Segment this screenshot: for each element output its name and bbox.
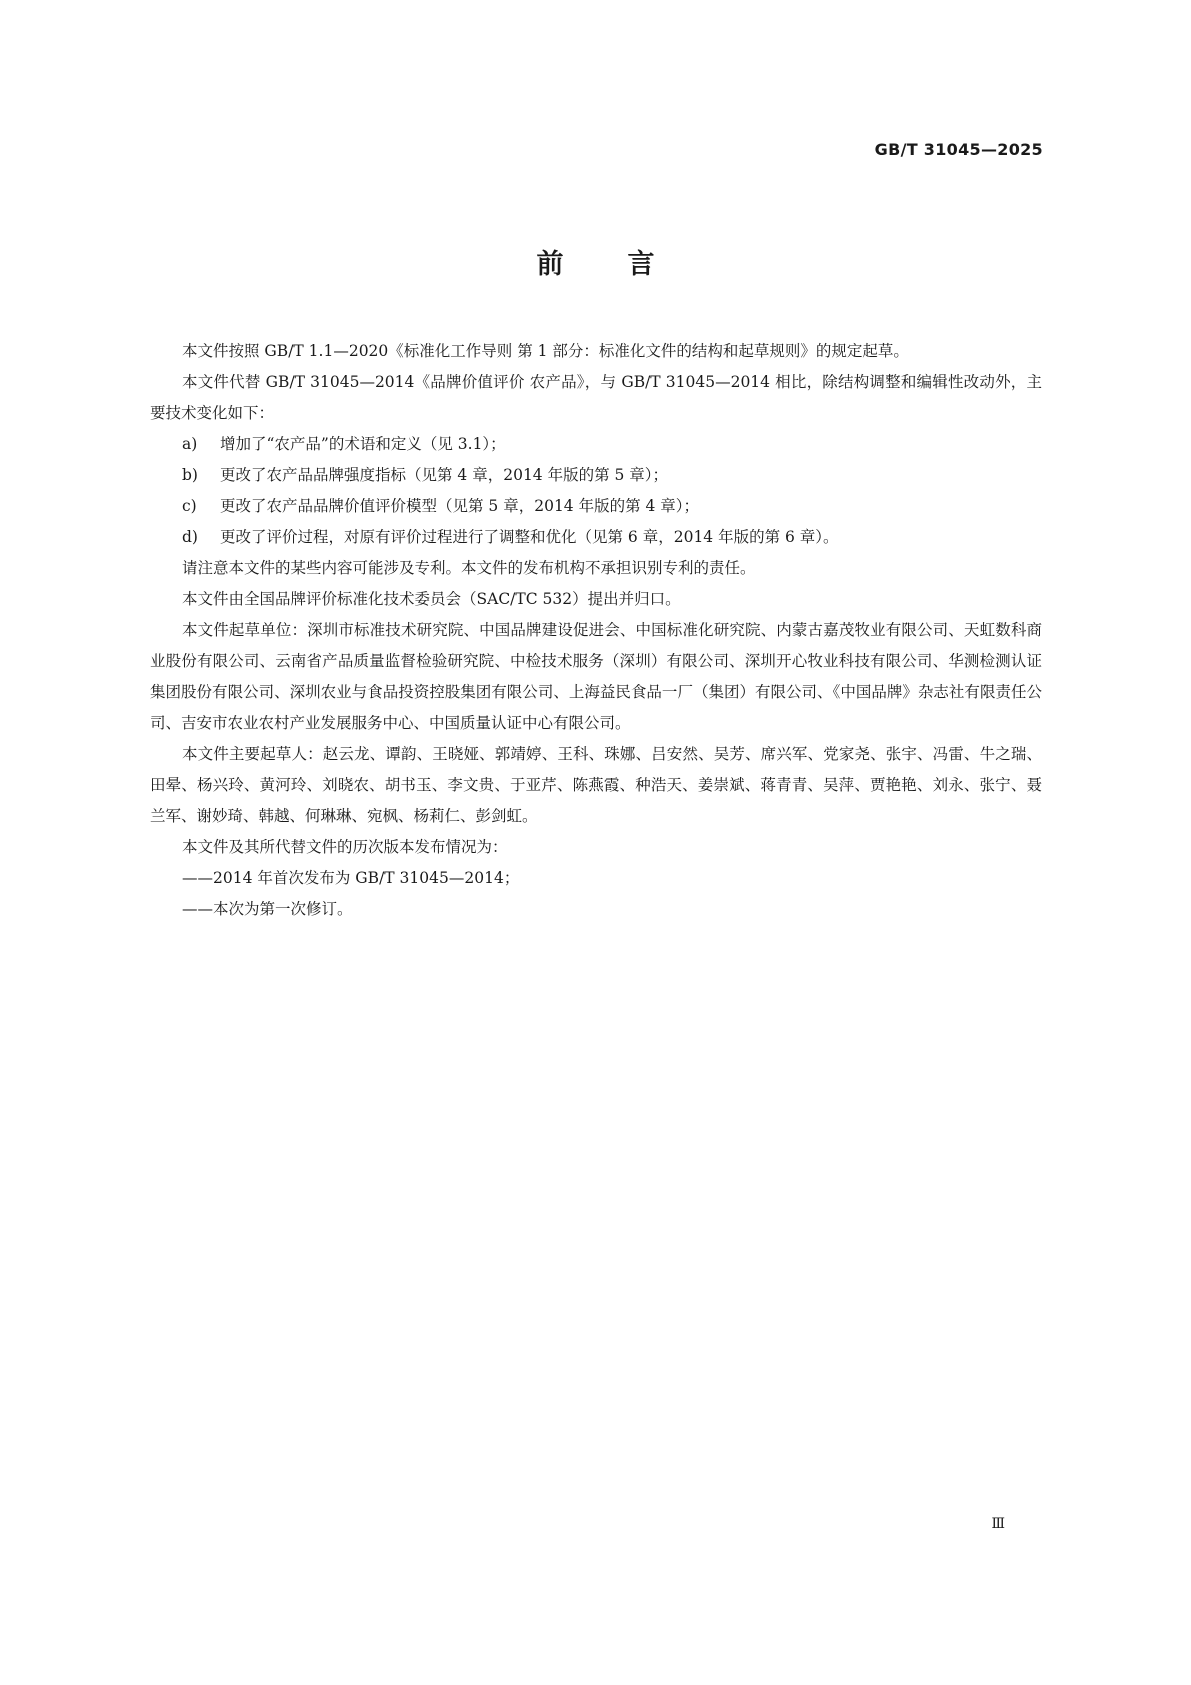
change-item — [182, 522, 1042, 553]
change-item-text: 更改了农产品品牌价值评价模型（见第 5 章，2014 年版的第 4 章）； — [220, 497, 700, 515]
change-item — [182, 491, 1042, 522]
paragraph-history-intro: 本文件及其所代替文件的历次版本发布情况为： — [182, 838, 508, 856]
paragraph-drafting-rules: 本文件按照 GB/T 1.1—2020《标准化工作导则 第 1 部分：标准化文件的结构和起草规则》的规定起草。 — [182, 342, 909, 360]
change-item-label: c) — [182, 497, 197, 515]
change-item-text: 更改了评价过程，对原有评价过程进行了调整和优化（见第 6 章，2014 年版的第 6 章）。 — [220, 528, 839, 546]
change-item-label: a) — [182, 435, 198, 453]
paragraph-replacement: 本文件代替 GB/T 31045—2014《品牌价值评价 农产品》，与 GB/T 31045—2014 相比，除结构调整和编辑性改动外，主要技术变化如下： — [150, 373, 1042, 422]
title-char-2: 言 — [627, 249, 655, 280]
change-item — [182, 429, 1042, 460]
standard-code: GB/T 31045—2025 — [874, 140, 1043, 159]
change-item-text: 更改了农产品品牌强度指标（见第 4 章，2014 年版的第 5 章）； — [220, 466, 669, 484]
change-item-text: 增加了“农产品”的术语和定义（见 3.1）； — [220, 435, 506, 453]
paragraph-patent-notice: 请注意本文件的某些内容可能涉及专利。本文件的发布机构不承担识别专利的责任。 — [182, 559, 756, 577]
paragraph-drafting-units: 本文件起草单位：深圳市标准技术研究院、中国品牌建设促进会、中国标准化研究院、内蒙古嘉茂牧业有限公司、天虹数科商业股份有限公司、云南省产品质量监督检验研究院、中检技术服务（深圳）有限公司、深圳开心牧业科技有限公司、华测检测认证集团股份有限公司、深圳农业与食品投资控股集团有限公司、上海益民食品一厂（集团）有限公司、《中国品牌》杂志社有限责任公司、吉安市农业农村产业发展服务中心、中国质量认证中心有限公司。 — [150, 621, 1042, 732]
paragraph-committee: 本文件由全国品牌评价标准化技术委员会（SAC/TC 532）提出并归口。 — [182, 590, 681, 608]
title-char-1: 前 — [536, 249, 564, 280]
history-item: ——本次为第一次修订。 — [182, 900, 353, 918]
history-item: ——2014 年首次发布为 GB/T 31045—2014； — [182, 869, 520, 887]
change-item-label: d) — [182, 528, 198, 546]
preface-body — [150, 336, 1042, 925]
change-item-label: b) — [182, 466, 198, 484]
paragraph-drafters: 本文件主要起草人：赵云龙、谭韵、王晓娅、郭靖婷、王科、珠娜、吕安然、吴芳、席兴军、党家尧、张宇、冯雷、牛之瑞、田晕、杨兴玲、黄河玲、刘晓农、胡书玉、李文贵、于亚芹、陈燕霞、种浩天、姜崇斌、蒋青青、吴萍、贾艳艳、刘永、张宁、聂兰军、谢妙琦、韩越、何琳琳、宛枫、杨莉仁、彭剑虹。 — [150, 745, 1042, 825]
change-item — [182, 460, 1042, 491]
page-number: Ⅲ — [991, 1516, 1005, 1532]
section-title — [0, 242, 1191, 281]
